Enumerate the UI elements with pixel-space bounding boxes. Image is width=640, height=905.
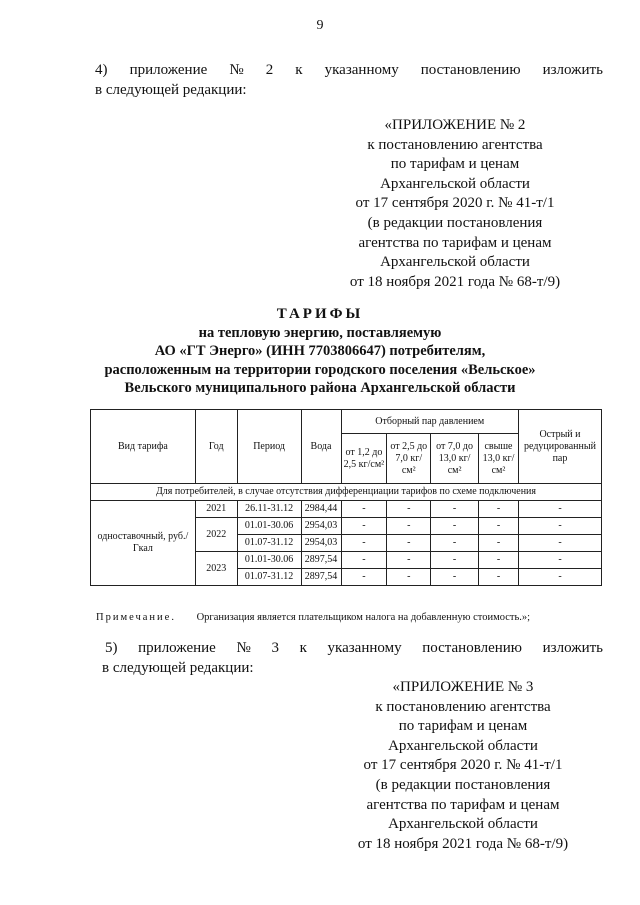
item5-word: 5) xyxy=(105,640,118,656)
title-main: ТАРИФЫ xyxy=(276,306,364,322)
title-line: АО «ГТ Энерго» (ИНН 7703806647) потребителям, xyxy=(154,343,486,359)
cell-value: - xyxy=(518,569,601,586)
cell-value: - xyxy=(341,501,387,518)
item5-word: приложение xyxy=(138,640,216,656)
appendix2-line: по тарифам и ценам xyxy=(390,156,520,173)
header-steam: Отборный пар давлением xyxy=(341,410,518,434)
cell-water: 2954,03 xyxy=(301,535,341,552)
item4-word: изложить xyxy=(542,62,603,78)
appendix3-line: от 18 ноября 2021 года № 68-т/9) xyxy=(357,835,569,852)
cell-water: 2897,54 xyxy=(301,569,341,586)
appendix3-line: «ПРИЛОЖЕНИЕ № 3 xyxy=(392,679,534,695)
item5-word: изложить xyxy=(542,640,603,656)
cell-water: 2954,03 xyxy=(301,518,341,535)
appendix3-line: от 17 сентября 2020 г. № 41-т/1 xyxy=(363,757,563,774)
header-period: Период xyxy=(237,410,301,484)
cell-value: - xyxy=(431,569,479,586)
header-year: Год xyxy=(195,410,237,484)
appendix2-header xyxy=(340,116,570,292)
appendix2-line: от 17 сентября 2020 г. № 41-т/1 xyxy=(355,195,555,212)
item4-word: приложение xyxy=(129,62,208,78)
cell-year: 2021 xyxy=(195,501,237,518)
cell-value: - xyxy=(387,569,431,586)
cell-value: - xyxy=(341,552,387,569)
appendix3-header xyxy=(348,678,578,854)
cell-value: - xyxy=(431,535,479,552)
item4-word: № xyxy=(229,62,244,78)
item5-word: к xyxy=(299,640,307,656)
cell-value: - xyxy=(431,501,479,518)
appendix3-line: к постановлению агентства xyxy=(375,698,551,715)
item4-word: указанному xyxy=(324,62,399,78)
cell-period: 01.01-30.06 xyxy=(237,552,301,569)
header-sharp-steam: Острый и редуцированный пар xyxy=(518,410,601,484)
cell-water: 2897,54 xyxy=(301,552,341,569)
cell-value: - xyxy=(387,501,431,518)
item4-line1 xyxy=(95,62,603,79)
cell-period: 01.07-31.12 xyxy=(237,535,301,552)
cell-value: - xyxy=(387,552,431,569)
cell-year: 2023 xyxy=(195,552,237,586)
title-line: Вельского муниципального района Архангельской области xyxy=(124,380,516,396)
item4-line2: в следующей редакции: xyxy=(95,82,247,98)
tariff-name: одноставочный, руб./Гкал xyxy=(91,501,196,586)
cell-value: - xyxy=(479,552,519,569)
item5-line1 xyxy=(105,640,603,657)
item4-word: 4) xyxy=(95,62,108,78)
title-line: расположенным на территории городского поселения «Вельское» xyxy=(104,361,536,378)
appendix2-line: Архангельской области xyxy=(380,254,530,271)
header-steam-col: от 2,5 до 7,0 кг/см² xyxy=(387,434,431,484)
cell-value: - xyxy=(479,535,519,552)
table-note xyxy=(96,612,530,623)
appendix2-line: «ПРИЛОЖЕНИЕ № 2 xyxy=(384,117,526,133)
appendix2-line: от 18 ноября 2021 года № 68-т/9) xyxy=(349,273,561,290)
cell-value: - xyxy=(341,518,387,535)
appendix3-line: Архангельской области xyxy=(388,816,538,833)
appendix3-line: Архангельской области xyxy=(388,737,538,754)
cell-value: - xyxy=(431,518,479,535)
table-row xyxy=(91,501,602,518)
cell-value: - xyxy=(479,518,519,535)
item5-word: постановлению xyxy=(422,640,522,656)
item4-word: постановлению xyxy=(420,62,521,78)
note-label: Примечание. xyxy=(96,612,176,623)
header-steam-col: от 7,0 до 13,0 кг/см² xyxy=(431,434,479,484)
header-steam-col: от 1,2 до 2,5 кг/см² xyxy=(341,434,387,484)
appendix3-line: по тарифам и ценам xyxy=(398,718,528,735)
tariffs-table xyxy=(90,409,602,586)
appendix2-line: агентства по тарифам и ценам xyxy=(358,234,552,251)
note-text: Организация является плательщиком налога на добавленную стоимость.»; xyxy=(196,612,531,623)
page-number: 9 xyxy=(316,18,324,33)
cell-period: 01.07-31.12 xyxy=(237,569,301,586)
item4-word: 2 xyxy=(265,62,274,78)
cell-value: - xyxy=(479,501,519,518)
appendix2-line: к постановлению агентства xyxy=(367,136,543,153)
appendix2-line: (в редакции постановления xyxy=(367,214,543,231)
appendix3-line: (в редакции постановления xyxy=(375,776,551,793)
cell-value: - xyxy=(518,501,601,518)
cell-value: - xyxy=(479,569,519,586)
appendix3-line: агентства по тарифам и ценам xyxy=(366,796,560,813)
cell-value: - xyxy=(387,535,431,552)
cell-value: - xyxy=(341,535,387,552)
cell-value: - xyxy=(518,518,601,535)
appendix2-line: Архангельской области xyxy=(380,175,530,192)
header-water: Вода xyxy=(301,410,341,484)
cell-value: - xyxy=(387,518,431,535)
title-line: на тепловую энергию, поставляемую xyxy=(198,324,442,341)
header-tariff-type: Вид тарифа xyxy=(91,410,196,484)
header-steam-col: свыше 13,0 кг/см² xyxy=(479,434,519,484)
item4-word: к xyxy=(295,62,303,78)
section-label: Для потребителей, в случае отсутствия дифференциации тарифов по схеме подключения xyxy=(91,484,602,501)
item5-word: 3 xyxy=(271,640,279,656)
cell-year: 2022 xyxy=(195,518,237,552)
item5-word: № xyxy=(236,640,251,656)
cell-value: - xyxy=(431,552,479,569)
cell-value: - xyxy=(518,552,601,569)
cell-value: - xyxy=(518,535,601,552)
cell-period: 26.11-31.12 xyxy=(237,501,301,518)
cell-period: 01.01-30.06 xyxy=(237,518,301,535)
item5-word: указанному xyxy=(327,640,402,656)
item5-line2: в следующей редакции: xyxy=(102,660,254,676)
tariff-title xyxy=(0,305,640,398)
cell-value: - xyxy=(341,569,387,586)
cell-water: 2984,44 xyxy=(301,501,341,518)
